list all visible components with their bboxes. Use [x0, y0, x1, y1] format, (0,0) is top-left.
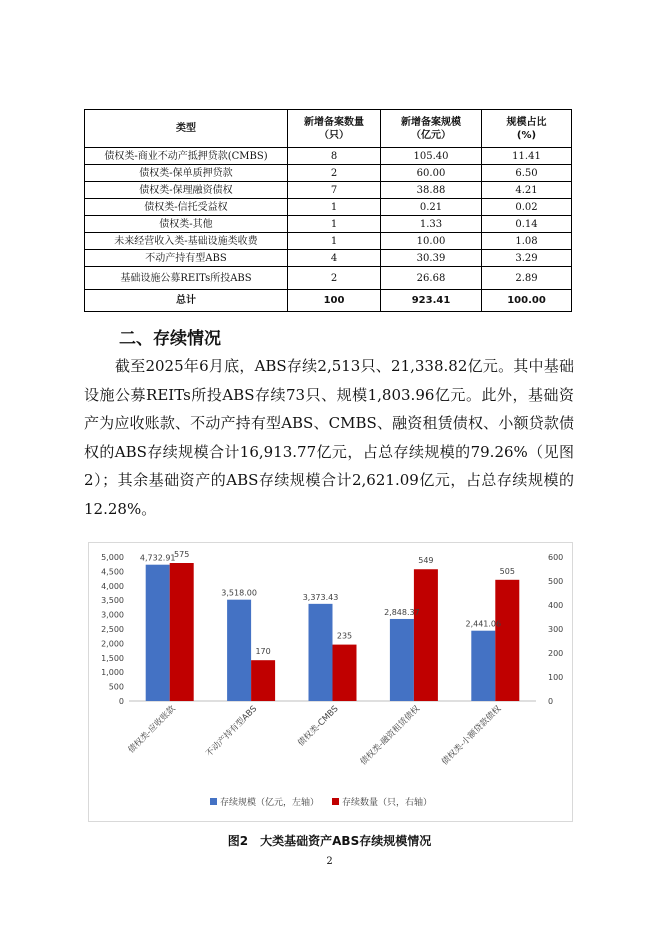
data-label-count: 505 — [499, 566, 515, 576]
cell-scale: 60.00 — [381, 165, 482, 182]
bar-5-count — [495, 580, 519, 701]
table-header-row — [85, 110, 572, 148]
table-row — [85, 250, 572, 267]
cell-scale: 105.40 — [381, 148, 482, 165]
table-row — [85, 233, 572, 250]
y-right-tick-label: 200 — [548, 649, 564, 658]
table-row — [85, 182, 572, 199]
y-left-tick-label: 1,500 — [101, 653, 124, 663]
header-count: 新增备案数量 （只） — [288, 110, 381, 148]
x-category-label: 不动产持有型ABS — [204, 704, 260, 760]
cell-count: 1 — [288, 199, 381, 216]
filing-table — [84, 109, 572, 312]
x-category-label: 债权类-小额贷款债权 — [440, 704, 504, 768]
y-left-tick-label: 4,500 — [101, 567, 124, 577]
cell-share: 4.21 — [482, 182, 572, 199]
cell-type: 不动产持有型ABS — [85, 250, 288, 267]
y-left-tick-label: 5,000 — [101, 553, 124, 562]
cell-share: 3.29 — [482, 250, 572, 267]
header-scale: 新增备案规模 （亿元） — [381, 110, 482, 148]
table-row — [85, 267, 572, 290]
cell-count: 1 — [288, 233, 381, 250]
legend-swatch-count — [332, 798, 339, 805]
y-left-tick-label: 3,500 — [101, 596, 124, 606]
table-row — [85, 199, 572, 216]
y-right-tick-label: 500 — [548, 577, 564, 586]
cell-scale: 38.88 — [381, 182, 482, 199]
total-count: 100 — [288, 290, 381, 312]
data-label-scale: 3,373.43 — [302, 592, 339, 602]
data-label-count: 575 — [174, 550, 190, 559]
cell-type: 债权类-其他 — [85, 216, 288, 233]
cell-count: 2 — [288, 165, 381, 182]
cell-type: 债权类-保单质押贷款 — [85, 165, 288, 182]
bar-4-count — [414, 569, 438, 701]
data-label-scale: 2,848.37 — [384, 607, 420, 617]
y-left-tick-label: 2,500 — [101, 625, 124, 634]
bar-3-scale — [309, 604, 333, 701]
body-paragraph: 截至2025年6月底，ABS存续2,513只、21,338.82亿元。其中基础设施公募REITs所投ABS存续73只、规模1,803.96亿元。此外，基础资产为应收账款、不动产持有型ABS、CMBS、融资租赁债权、小额贷款债权的ABS存续规模合计16,913.77亿元，占总存续规模的79.26%（见图2）；其余基础资产的ABS存续规模合计2,621.09亿元，占总存续规模的12.28%。 — [84, 357, 574, 518]
data-label-scale: 2,441.06 — [465, 619, 502, 629]
bar-chart — [89, 543, 574, 823]
data-label-scale: 3,518.00 — [221, 588, 257, 598]
cell-count: 1 — [288, 216, 381, 233]
y-right-tick-label: 300 — [548, 625, 564, 634]
y-left-tick-label: 0 — [118, 697, 124, 706]
cell-scale: 10.00 — [381, 233, 482, 250]
cell-count: 4 — [288, 250, 381, 267]
cell-type: 债权类-商业不动产抵押贷款(CMBS) — [85, 148, 288, 165]
cell-count: 2 — [288, 267, 381, 290]
cell-count: 7 — [288, 182, 381, 199]
header-type: 类型 — [85, 110, 288, 148]
bar-1-scale — [146, 565, 170, 701]
x-category-label: 债权类-CMBS — [296, 704, 341, 749]
cell-share: 2.89 — [482, 267, 572, 290]
total-scale: 923.41 — [381, 290, 482, 312]
legend-label-count: 存续数量（只，右轴） — [342, 798, 433, 808]
table-row — [85, 148, 572, 165]
data-label-count: 235 — [336, 631, 353, 641]
bar-2-scale — [227, 600, 251, 701]
section-heading: 二、存续情况 — [119, 329, 221, 349]
cell-share: 11.41 — [482, 148, 572, 165]
y-right-tick-label: 400 — [548, 601, 564, 610]
cell-type: 未来经营收入类-基础设施类收费 — [85, 233, 288, 250]
cell-scale: 0.21 — [381, 199, 482, 216]
header-share: 规模占比 (%) — [482, 110, 572, 148]
cell-scale: 26.68 — [381, 267, 482, 290]
bar-1-count — [170, 563, 194, 701]
x-category-label: 债权类-融资租赁债权 — [358, 704, 423, 768]
cell-type: 债权类-信托受益权 — [85, 199, 288, 216]
page-number: 2 — [326, 856, 333, 867]
y-right-tick-label: 0 — [548, 697, 554, 706]
cell-type: 债权类-保理融资债权 — [85, 182, 288, 199]
table-total-row — [85, 290, 572, 312]
chart-container — [88, 542, 573, 822]
cell-count: 8 — [288, 148, 381, 165]
figure-caption: 图2 大类基础资产ABS存续规模情况 — [227, 834, 432, 848]
y-right-tick-label: 600 — [548, 553, 564, 562]
data-label-count: 170 — [255, 647, 271, 657]
x-category-label: 债权类-应收账款 — [126, 704, 178, 756]
cell-share: 6.50 — [482, 165, 572, 182]
cell-share: 0.02 — [482, 199, 572, 216]
y-left-tick-label: 2,000 — [101, 639, 124, 649]
y-left-tick-label: 4,000 — [101, 581, 124, 591]
cell-scale: 30.39 — [381, 250, 482, 267]
cell-share: 1.08 — [482, 233, 572, 250]
total-label: 总计 — [85, 290, 288, 312]
y-left-tick-label: 500 — [108, 682, 124, 692]
y-left-tick-label: 1,000 — [101, 668, 124, 678]
bar-3-count — [333, 645, 357, 701]
legend-label-scale: 存续规模（亿元，左轴） — [220, 798, 320, 808]
bar-5-scale — [471, 631, 495, 701]
total-share: 100.00 — [482, 290, 572, 312]
cell-scale: 1.33 — [381, 216, 482, 233]
cell-share: 0.14 — [482, 216, 572, 233]
cell-type: 基础设施公募REITs所投ABS — [85, 267, 288, 290]
table-row — [85, 216, 572, 233]
data-label-scale: 4,732.91 — [139, 553, 176, 563]
y-left-tick-label: 3,000 — [101, 610, 124, 620]
bar-2-count — [251, 660, 275, 701]
legend-swatch-scale — [210, 798, 217, 805]
y-right-tick-label: 100 — [548, 673, 564, 682]
data-label-count: 549 — [418, 556, 434, 566]
bar-4-scale — [390, 619, 414, 701]
table-row — [85, 165, 572, 182]
